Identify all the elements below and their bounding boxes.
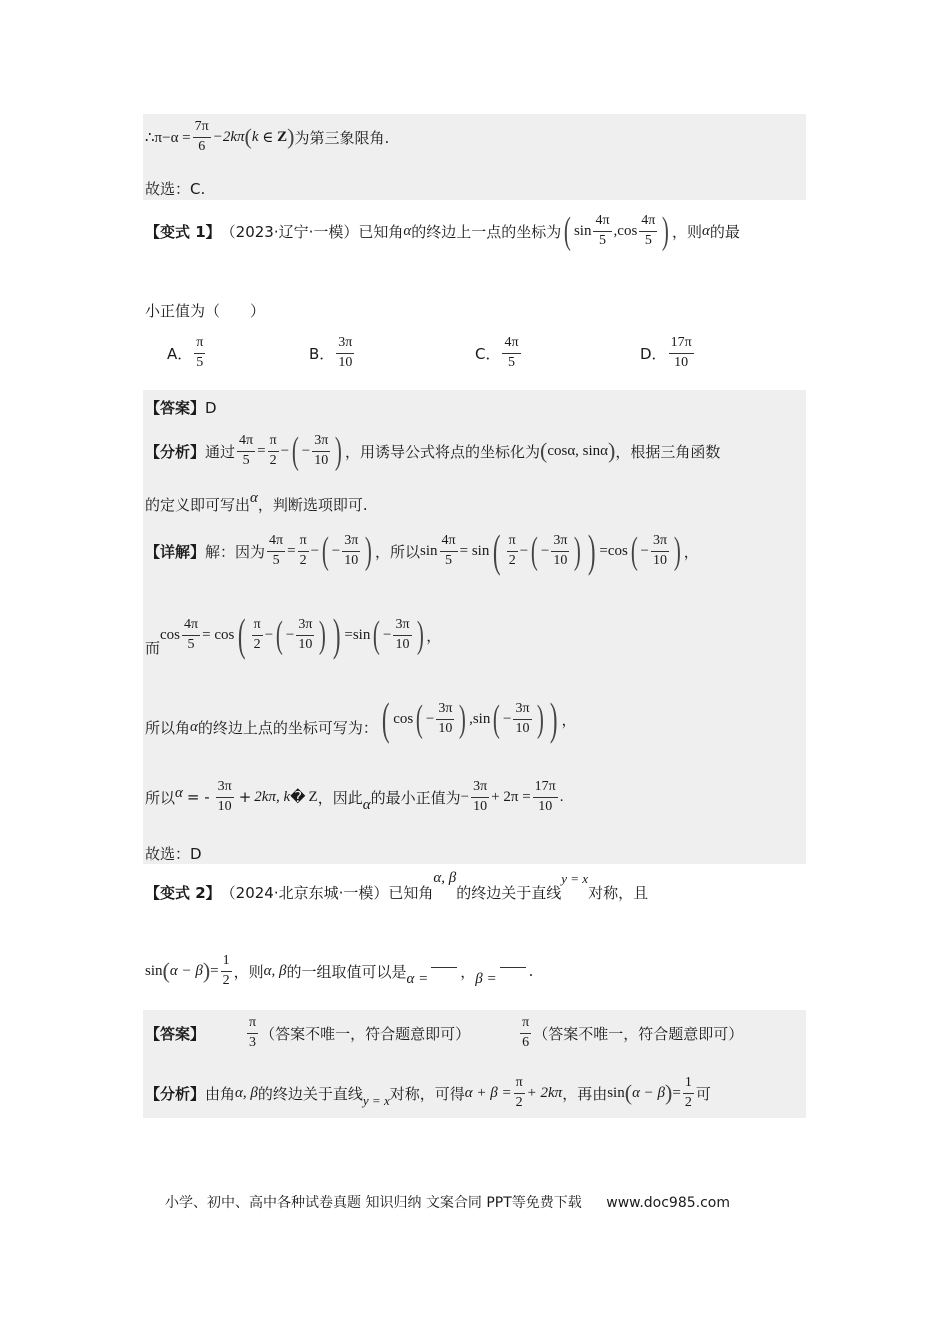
math-expr bbox=[145, 120, 294, 154]
frac-num: 3π bbox=[312, 434, 330, 452]
q2-text: （2024·北京东城·一模）已知角 bbox=[220, 884, 434, 902]
math-var: α − β bbox=[632, 1084, 666, 1101]
math-expr bbox=[465, 1076, 562, 1110]
frac-num: 4π bbox=[502, 336, 520, 354]
fraction bbox=[683, 1076, 694, 1110]
paren: ) bbox=[332, 609, 341, 660]
detail-text: ，所以 bbox=[374, 542, 420, 561]
fraction bbox=[551, 534, 569, 568]
frac-den: 10 bbox=[515, 720, 530, 736]
frac-num: 3π bbox=[551, 534, 569, 552]
a1-analysis-line2 bbox=[145, 490, 368, 515]
math-text: sin bbox=[145, 962, 163, 979]
fraction bbox=[393, 618, 411, 652]
math-var: α bbox=[403, 222, 412, 239]
a1-detail-line2 bbox=[145, 609, 442, 660]
fraction bbox=[193, 120, 211, 154]
fraction bbox=[440, 534, 458, 568]
detail-text: ， bbox=[561, 710, 577, 729]
math-text: , bbox=[469, 710, 473, 727]
fraction bbox=[268, 434, 279, 468]
frac-den: 10 bbox=[395, 636, 410, 652]
frac-den: 5 bbox=[242, 452, 250, 468]
answer-blank-alpha[interactable] bbox=[431, 967, 457, 968]
detail-text: 解：因为 bbox=[205, 542, 266, 561]
paren: ) bbox=[335, 430, 343, 472]
choice-line bbox=[145, 178, 205, 199]
math-text: + 2π = bbox=[491, 788, 531, 805]
q2-line2 bbox=[145, 954, 533, 988]
math-text: ∴π−α = bbox=[145, 129, 191, 146]
math-text: cos bbox=[160, 626, 181, 643]
math-expr bbox=[235, 432, 345, 470]
frac-num: 3π bbox=[296, 618, 314, 636]
math-expr bbox=[561, 212, 672, 250]
paren: ( bbox=[624, 1080, 633, 1106]
math-text: − bbox=[331, 542, 341, 559]
analysis-label: 【分析】 bbox=[145, 1084, 206, 1103]
page-footer bbox=[165, 1192, 730, 1212]
paren: ( bbox=[630, 530, 638, 572]
math-expr bbox=[160, 609, 426, 660]
fraction bbox=[342, 534, 360, 568]
paren: ) bbox=[574, 530, 582, 572]
math-expr bbox=[461, 780, 564, 814]
math-text: cos bbox=[214, 626, 235, 643]
paren: ( bbox=[291, 430, 299, 472]
math-text: ∈ bbox=[262, 129, 274, 146]
q2-text: ，则 bbox=[233, 962, 264, 981]
frac-num: 17π bbox=[669, 336, 694, 354]
math-text: =cos bbox=[599, 542, 628, 559]
math-expr bbox=[420, 525, 684, 576]
math-expr bbox=[145, 954, 234, 988]
frac-den: 10 bbox=[538, 798, 553, 814]
math-text: + bbox=[238, 788, 252, 807]
frac-num: 3π bbox=[342, 534, 360, 552]
footer-url[interactable]: www.doc985.com bbox=[606, 1195, 730, 1211]
math-text: sin bbox=[607, 1084, 625, 1101]
paren: ) bbox=[202, 958, 211, 984]
frac-num: 3π bbox=[513, 702, 531, 720]
paren: ( bbox=[244, 124, 252, 150]
fraction bbox=[182, 618, 200, 652]
paren: ) bbox=[416, 614, 424, 656]
frac-num: 3π bbox=[471, 780, 489, 798]
fraction bbox=[507, 534, 518, 568]
q1-line1 bbox=[145, 212, 740, 250]
math-text: =sin bbox=[344, 626, 371, 643]
paren: ) bbox=[587, 525, 596, 576]
answer-label: 【答案】 bbox=[145, 399, 206, 417]
analysis-text: 由角 bbox=[205, 1084, 236, 1103]
a1-detail-line4 bbox=[145, 780, 563, 814]
fraction bbox=[216, 780, 234, 814]
frac-num: π bbox=[247, 1016, 258, 1034]
q1-text: ，则 bbox=[672, 222, 703, 241]
frac-den: 5 bbox=[187, 636, 195, 652]
math-text: −2kπ bbox=[212, 128, 245, 145]
answer-blank-beta[interactable] bbox=[500, 967, 526, 968]
frac-num: 4π bbox=[593, 214, 611, 232]
frac-den: 10 bbox=[298, 636, 313, 652]
frac-num: π bbox=[507, 534, 518, 552]
frac-num: 3π bbox=[336, 336, 354, 354]
analysis-text: ，根据三角函数 bbox=[615, 442, 721, 461]
frac-den: 10 bbox=[674, 354, 689, 370]
frac-num: 4π bbox=[639, 214, 657, 232]
analysis-text: 对称，可得 bbox=[389, 1084, 465, 1103]
frac-num: π bbox=[514, 1076, 525, 1094]
frac-den: 5 bbox=[598, 232, 606, 248]
footer-text: 小学、初中、高中各种试卷真题 知识归纳 文案合同 PPT等免费下载 bbox=[165, 1195, 582, 1211]
q1-label: 【变式 1】 bbox=[145, 222, 221, 241]
math-var: α − β bbox=[169, 962, 203, 979]
frac-num: π bbox=[298, 534, 309, 552]
fraction bbox=[221, 954, 232, 988]
frac-den: 10 bbox=[653, 552, 668, 568]
fraction bbox=[247, 1016, 258, 1050]
paren: ) bbox=[459, 698, 467, 740]
frac-den: 5 bbox=[508, 354, 516, 370]
fraction bbox=[436, 702, 454, 736]
fraction bbox=[267, 534, 285, 568]
q2-text: 的一组取值可以是 bbox=[286, 962, 407, 981]
math-text: sin bbox=[472, 710, 491, 727]
math-text: = bbox=[287, 542, 296, 559]
q1-text: （2023·辽宁·一模）已知角 bbox=[220, 222, 404, 241]
math-text: Z bbox=[308, 788, 318, 805]
fraction bbox=[502, 336, 520, 370]
q2-line1 bbox=[145, 870, 649, 903]
math-text: = bbox=[257, 442, 266, 459]
fraction bbox=[252, 618, 263, 652]
option-letter: B． bbox=[309, 344, 335, 363]
option-c[interactable] bbox=[475, 336, 523, 370]
math-var: y = x bbox=[561, 870, 589, 886]
answer-note: （答案不唯一，符合题意即可） bbox=[260, 1024, 471, 1043]
math-var: α, β bbox=[263, 962, 287, 979]
analysis-text: 通过 bbox=[205, 442, 236, 461]
option-letter: C． bbox=[475, 344, 501, 363]
math-text: Z bbox=[277, 128, 288, 145]
answer-value: D bbox=[205, 398, 217, 417]
fraction bbox=[336, 336, 354, 370]
q2-text: ， bbox=[460, 962, 476, 981]
choice-text: 故选：D bbox=[145, 845, 202, 863]
math-var: β = bbox=[475, 970, 497, 987]
fraction bbox=[669, 336, 694, 370]
fraction bbox=[296, 618, 314, 652]
option-letter: A． bbox=[167, 344, 193, 363]
fraction bbox=[312, 434, 330, 468]
frac-num: π bbox=[194, 336, 205, 354]
frac-den: 10 bbox=[314, 452, 329, 468]
math-var: α bbox=[250, 490, 258, 506]
paren: ) bbox=[673, 530, 681, 572]
q2-text: . bbox=[528, 962, 534, 981]
answer-label: 【答案】 bbox=[145, 1024, 206, 1043]
paren: ( bbox=[373, 614, 381, 656]
q2-label: 【变式 2】 bbox=[145, 884, 221, 902]
math-text: , bbox=[613, 222, 618, 239]
frac-num: 3π bbox=[651, 534, 669, 552]
math-expr bbox=[265, 532, 375, 570]
analysis-text: ，再由 bbox=[562, 1084, 608, 1103]
a2-analysis-line bbox=[145, 1076, 711, 1110]
frac-den: 2 bbox=[253, 636, 261, 652]
analysis-text: 可 bbox=[695, 1084, 711, 1103]
math-var: α, β bbox=[433, 870, 457, 886]
math-var: α bbox=[175, 784, 183, 801]
option-d[interactable] bbox=[640, 336, 696, 370]
frac-den: 2 bbox=[515, 1094, 523, 1110]
frac-den: 10 bbox=[438, 720, 453, 736]
frac-den: 10 bbox=[344, 552, 359, 568]
math-text: 2kπ, k bbox=[254, 788, 291, 805]
math-text: = bbox=[672, 1084, 681, 1101]
math-text: = bbox=[202, 626, 211, 643]
q2-text: 对称，且 bbox=[588, 884, 649, 902]
math-text: = - bbox=[186, 788, 210, 807]
frac-den: 2 bbox=[508, 552, 516, 568]
paren: ( bbox=[162, 958, 170, 984]
option-a[interactable] bbox=[167, 336, 207, 370]
frac-den: 2 bbox=[222, 972, 230, 988]
conclusion-text: 为第三象限角. bbox=[294, 128, 390, 147]
detail-text: ， bbox=[426, 626, 442, 645]
prev-conclusion-line bbox=[145, 120, 389, 154]
analysis-text: ，判断选项即可. bbox=[257, 496, 368, 514]
frac-num: π bbox=[252, 618, 263, 636]
fraction bbox=[471, 780, 489, 814]
analysis-text: ，用诱导公式将点的坐标化为 bbox=[344, 442, 540, 461]
detail-text: 的终边上点的坐标可写为： bbox=[197, 718, 378, 737]
frac-num: 3π bbox=[393, 618, 411, 636]
frac-num: 1 bbox=[221, 954, 232, 972]
math-text: − bbox=[264, 626, 274, 643]
frac-den: 10 bbox=[217, 798, 232, 814]
math-text: − bbox=[310, 542, 320, 559]
answer-note: （答案不唯一，符合题意即可） bbox=[533, 1024, 744, 1043]
paren: ) bbox=[608, 438, 616, 463]
a1-detail-line3 bbox=[145, 693, 577, 744]
option-b[interactable] bbox=[309, 336, 356, 370]
paren: ( bbox=[381, 693, 390, 744]
choice-text: 故选：C. bbox=[145, 180, 206, 198]
paren: ) bbox=[536, 698, 544, 740]
frac-den: 10 bbox=[553, 552, 568, 568]
frac-den: 6 bbox=[198, 138, 206, 154]
frac-num: 17π bbox=[533, 780, 558, 798]
math-text: sin bbox=[573, 222, 592, 239]
math-text: cosα, sinα bbox=[547, 442, 609, 459]
frac-den: 2 bbox=[299, 552, 307, 568]
paren: ( bbox=[276, 614, 283, 656]
paren: ( bbox=[416, 698, 424, 740]
fraction bbox=[514, 1076, 525, 1110]
frac-den: 2 bbox=[269, 452, 277, 468]
math-text: − bbox=[503, 710, 512, 727]
q1-line2 bbox=[145, 300, 265, 321]
frac-num: 4π bbox=[182, 618, 200, 636]
math-text: sin bbox=[471, 542, 490, 559]
frac-num: 3π bbox=[216, 780, 234, 798]
fraction bbox=[533, 780, 558, 814]
math-text: − bbox=[280, 442, 290, 459]
paren: ) bbox=[319, 614, 327, 656]
math-text: sin bbox=[420, 542, 438, 559]
detail-text: 的最小正值为 bbox=[370, 788, 461, 807]
math-text: cos bbox=[393, 710, 414, 727]
math-var: α + β = bbox=[464, 1084, 512, 1101]
frac-num: 4π bbox=[237, 434, 255, 452]
paren: ( bbox=[531, 530, 539, 572]
analysis-text: 的终边关于直线 bbox=[257, 1084, 363, 1103]
a1-analysis-line1 bbox=[145, 432, 720, 470]
fraction bbox=[593, 214, 611, 248]
paren: ( bbox=[493, 698, 501, 740]
detail-label: 【详解】 bbox=[145, 542, 206, 561]
frac-den: 6 bbox=[522, 1034, 530, 1050]
frac-num: 7π bbox=[193, 120, 211, 138]
a1-answer-line bbox=[145, 397, 217, 418]
a1-choice-line bbox=[145, 843, 202, 864]
fraction bbox=[298, 534, 309, 568]
paren: ) bbox=[665, 1080, 673, 1106]
frac-den: 2 bbox=[684, 1094, 692, 1110]
frac-num: 3π bbox=[436, 702, 454, 720]
paren: ( bbox=[540, 438, 548, 463]
frac-num: π bbox=[268, 434, 279, 452]
q1-text: 小正值为（ ） bbox=[145, 302, 266, 320]
math-text: − bbox=[383, 626, 392, 643]
frac-den: 5 bbox=[445, 552, 453, 568]
paren: ( bbox=[238, 609, 246, 660]
analysis-text: 的定义即可写出 bbox=[145, 496, 251, 514]
math-var: α = bbox=[406, 970, 429, 987]
fraction bbox=[520, 1016, 531, 1050]
math-text: = bbox=[459, 542, 469, 559]
detail-text: 而 bbox=[145, 638, 161, 657]
detail-text: 所以 bbox=[145, 788, 176, 807]
q1-text: 的终边上一点的坐标为 bbox=[411, 222, 562, 241]
math-var: k bbox=[251, 128, 259, 145]
frac-den: 10 bbox=[473, 798, 488, 814]
paren: ( bbox=[493, 525, 501, 576]
math-text: � bbox=[290, 788, 306, 807]
math-var: y = x bbox=[362, 1093, 390, 1109]
paren: ) bbox=[662, 210, 670, 252]
paren: ) bbox=[287, 124, 295, 150]
math-var: α bbox=[702, 222, 710, 239]
q1-text: 的最 bbox=[709, 222, 740, 241]
frac-den: 3 bbox=[249, 1034, 257, 1050]
math-text: cos bbox=[617, 222, 638, 239]
analysis-label: 【分析】 bbox=[145, 442, 206, 461]
math-text: − bbox=[460, 788, 470, 805]
detail-text: ，因此 bbox=[317, 788, 363, 807]
math-expr bbox=[378, 693, 562, 744]
paren: ( bbox=[321, 530, 329, 572]
frac-den: 5 bbox=[196, 354, 204, 370]
fraction bbox=[513, 702, 531, 736]
paren: ( bbox=[564, 210, 572, 252]
math-text: − bbox=[640, 542, 649, 559]
math-var: α bbox=[362, 796, 371, 813]
math-var: α, β bbox=[235, 1084, 258, 1101]
frac-num: 1 bbox=[683, 1076, 694, 1094]
q2-text: 的终边关于直线 bbox=[456, 884, 562, 902]
paren: ) bbox=[550, 693, 558, 744]
a1-detail-line1 bbox=[145, 525, 699, 576]
math-var: α bbox=[190, 718, 198, 735]
math-text: = bbox=[210, 962, 219, 979]
frac-num: 4π bbox=[267, 534, 285, 552]
math-text: − bbox=[285, 626, 295, 643]
frac-den: 10 bbox=[338, 354, 353, 370]
paren: ) bbox=[365, 530, 373, 572]
math-text: − bbox=[425, 710, 435, 727]
math-text: . bbox=[559, 788, 564, 805]
math-var: + 2kπ bbox=[526, 1084, 563, 1101]
fraction bbox=[237, 434, 255, 468]
math-expr bbox=[540, 438, 615, 464]
math-text: − bbox=[301, 442, 311, 459]
option-letter: D． bbox=[640, 344, 667, 363]
math-text: − bbox=[519, 542, 529, 559]
detail-text: 所以角 bbox=[145, 718, 191, 737]
fraction bbox=[639, 214, 657, 248]
fraction bbox=[651, 534, 669, 568]
math-expr bbox=[607, 1076, 696, 1110]
detail-text: ， bbox=[683, 542, 699, 561]
frac-num: π bbox=[520, 1016, 531, 1034]
frac-num: 4π bbox=[440, 534, 458, 552]
math-text: − bbox=[540, 542, 550, 559]
frac-den: 5 bbox=[644, 232, 652, 248]
fraction bbox=[194, 336, 205, 370]
a2-answer-line bbox=[145, 1016, 743, 1050]
frac-den: 5 bbox=[272, 552, 280, 568]
